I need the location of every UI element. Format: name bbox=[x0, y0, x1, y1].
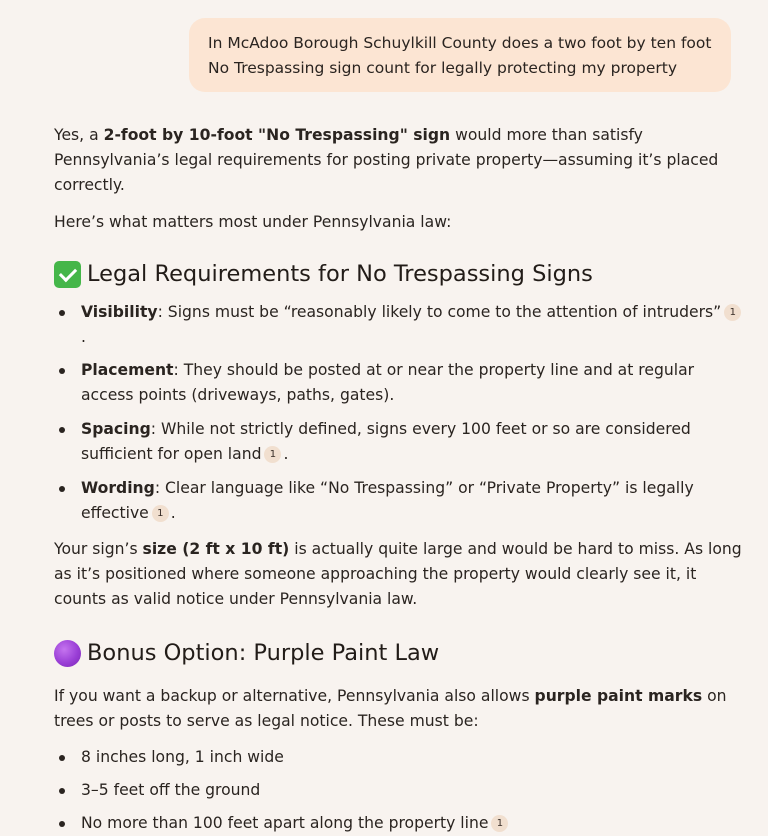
section-heading-legal-requirements bbox=[54, 259, 744, 289]
bullet-icon bbox=[59, 821, 65, 827]
bullet-icon bbox=[59, 486, 65, 492]
purple-circle-icon bbox=[54, 640, 81, 667]
list-item: Spacing: While not strictly defined, signs every 100 feet or so are considered sufficient for open land 1 . bbox=[54, 417, 744, 467]
intro-paragraph: Yes, a 2-foot by 10-foot "No Trespassing" sign would more than satisfy Pennsylvania’s legal requirements for posting private property—assuming it’s placed correctly. bbox=[54, 126, 719, 194]
assistant-response bbox=[54, 123, 744, 836]
citation-badge[interactable]: 1 bbox=[724, 304, 741, 321]
list-item: No more than 100 feet apart along the property line 1 bbox=[54, 811, 744, 836]
user-message-line: No Trespassing sign count for legally protecting my property bbox=[208, 59, 677, 77]
sign-size-emphasis: 2-foot by 10-foot "No Trespassing" sign bbox=[103, 126, 451, 144]
bullet-icon bbox=[59, 310, 65, 316]
size-emphasis: size (2 ft x 10 ft) bbox=[142, 540, 290, 558]
user-message-bubble bbox=[189, 18, 731, 92]
section-heading-text: Legal Requirements for No Trespassing Signs bbox=[87, 261, 593, 287]
list-item: Placement: They should be posted at or near the property line and at regular access points (driveways, paths, gates). bbox=[54, 358, 744, 408]
lead-paragraph: Here’s what matters most under Pennsylvania law: bbox=[54, 213, 452, 231]
summary-paragraph: Your sign’s size (2 ft x 10 ft) is actually quite large and would be hard to miss. As long as it’s positioned where someone approaching the property would clearly see it, it counts as valid notice under Pennsylvania law. bbox=[54, 540, 742, 608]
list-item: Wording: Clear language like “No Trespassing” or “Private Property” is legally effective 1 . bbox=[54, 476, 744, 526]
bullet-icon bbox=[59, 427, 65, 433]
bullet-icon bbox=[59, 755, 65, 761]
citation-badge[interactable]: 1 bbox=[264, 446, 281, 463]
citation-badge[interactable]: 1 bbox=[152, 505, 169, 522]
purple-paint-intro: If you want a backup or alternative, Pennsylvania also allows purple paint marks on trees or posts to serve as legal notice. These must be: bbox=[54, 687, 727, 730]
requirements-list bbox=[54, 300, 744, 526]
purple-paint-emphasis: purple paint marks bbox=[534, 687, 703, 705]
green-check-icon bbox=[54, 261, 81, 288]
bullet-icon bbox=[59, 368, 65, 374]
list-item: Visibility: Signs must be “reasonably likely to come to the attention of intruders” 1. bbox=[54, 300, 744, 350]
user-message-line: In McAdoo Borough Schuylkill County does a two foot by ten foot bbox=[208, 34, 712, 52]
bullet-icon bbox=[59, 788, 65, 794]
section-heading-text: Bonus Option: Purple Paint Law bbox=[87, 640, 440, 666]
citation-badge[interactable]: 1 bbox=[491, 815, 508, 832]
purple-paint-list bbox=[54, 745, 744, 836]
list-item: 3–5 feet off the ground bbox=[54, 778, 744, 803]
section-heading-purple-paint bbox=[54, 638, 744, 668]
list-item: 8 inches long, 1 inch wide bbox=[54, 745, 744, 770]
